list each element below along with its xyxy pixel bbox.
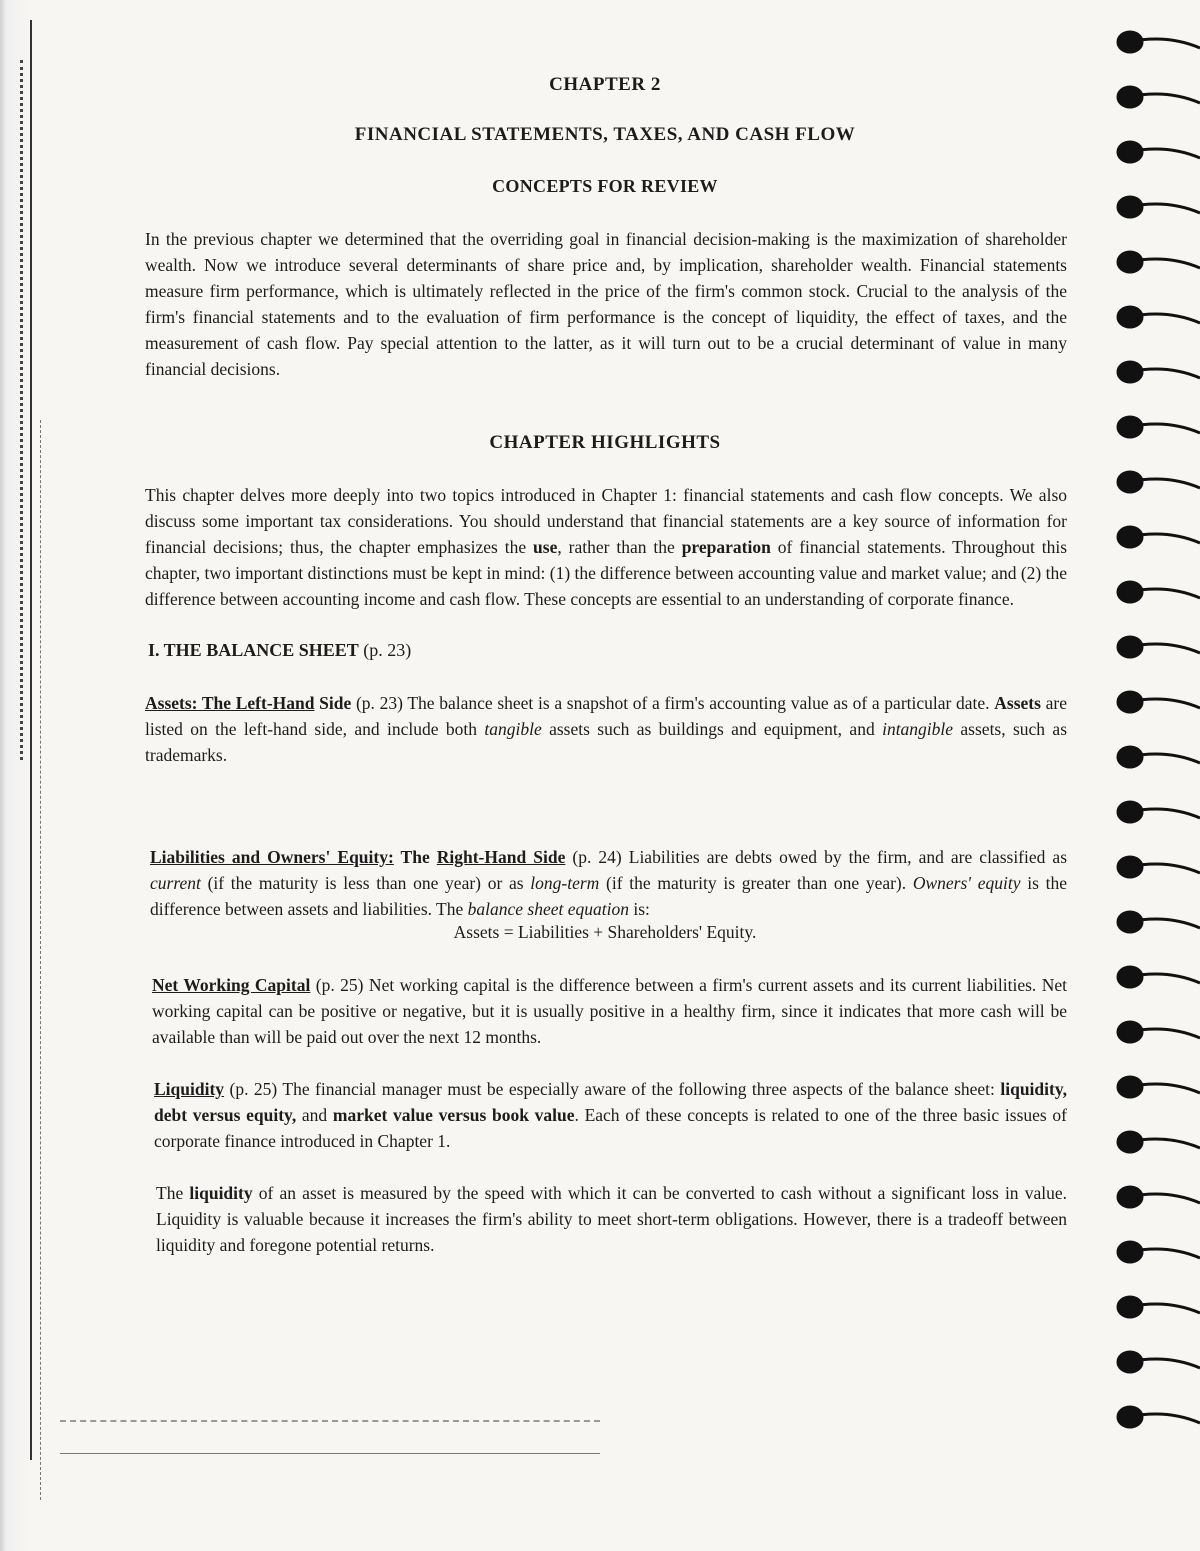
spiral-binding-icon xyxy=(1112,10,1200,1430)
spiral-ring xyxy=(1118,472,1200,492)
spiral-ring xyxy=(1118,802,1200,822)
spiral-ring xyxy=(1118,637,1200,657)
text-run: This chapter delves more deeply into two topics introduced in Chapter 1: financial statements and cash flow concepts. We also discuss some important tax considerations. You should understand that financial statements are a key source of information for financial decisions; thus, the chapter emphasizes the xyxy=(145,485,1067,557)
chapter-title: FINANCIAL STATEMENTS, TAXES, AND CASH FLOW xyxy=(354,124,856,145)
spiral-ring xyxy=(1118,362,1200,382)
spiral-ring xyxy=(1118,857,1200,877)
keyword-assets: Assets xyxy=(994,693,1041,713)
spiral-ring xyxy=(1118,527,1200,547)
scan-artifact-dash xyxy=(60,1420,600,1422)
concepts-paragraph: In the previous chapter we determined that the overriding goal in financial decision-making is the maximization of shareholder wealth. Now we introduce several determinants of share price and, by implication, shareholder wealth. Financial statements measure firm performance, which is ultimately reflected in the price of the firm's common stock. Crucial to the analysis of the firm's financial statements and to the evaluation of firm performance is the concept of liquidity, the effect of taxes, and the measurement of cash flow. Pay special attention to the latter, as it will turn out to be a crucial determinant of value in many financial decisions. xyxy=(145,229,1067,379)
spiral-ring xyxy=(1118,967,1200,987)
text-run: , rather than the xyxy=(557,537,682,557)
text-run: . Each of these concepts is related to one of the three basic issues of corporate finance introduced in Chapter 1. xyxy=(154,1105,1067,1151)
spiral-ring xyxy=(1118,1242,1200,1262)
concepts-heading: CONCEPTS FOR REVIEW xyxy=(492,176,718,196)
term-current: current xyxy=(150,873,201,893)
scan-artifact-line xyxy=(60,1453,600,1454)
spiral-ring xyxy=(1118,32,1200,52)
keyword-liquidity-debt-equity: liquidity, debt versus equity, xyxy=(154,1079,1067,1125)
liquidity-label: Liquidity xyxy=(154,1079,225,1099)
text-run: assets, such as trademarks. xyxy=(145,719,1068,765)
text-run: of an asset is measured by the speed with which it can be converted to cash without a significant loss in value. Liquidity is valuable because it increases the firm's ability to meet short-term obligations. However, there is a tradeoff between liquidity and foregone potential returns. xyxy=(156,1183,1067,1255)
chapter-label: CHAPTER 2 xyxy=(549,74,661,95)
text-run: are listed on the left-hand side, and include both xyxy=(145,693,1067,739)
spiral-ring xyxy=(1118,252,1200,272)
spiral-ring xyxy=(1118,142,1200,162)
spiral-ring xyxy=(1118,582,1200,602)
scan-margin-line xyxy=(30,20,32,1460)
spiral-ring xyxy=(1118,1022,1200,1042)
term-owners-equity: Owners' equity xyxy=(912,873,1021,893)
term-balance-sheet-equation: balance sheet equation xyxy=(467,899,629,919)
text-run: and xyxy=(296,1105,333,1125)
text-run: is the difference between assets and liabilities. The xyxy=(150,873,1067,919)
text-run: (p. 23) The balance sheet is a snapshot of a firm's accounting value as of a particular date. xyxy=(351,693,995,713)
keyword-use: use xyxy=(533,537,558,557)
spiral-ring xyxy=(1118,1077,1200,1097)
assets-paragraph xyxy=(145,690,1067,768)
scan-margin-line xyxy=(40,420,41,1500)
liquidity-definition-paragraph xyxy=(156,1180,1067,1258)
section-title: I. THE BALANCE SHEET xyxy=(148,640,359,660)
section-page-ref: (p. 23) xyxy=(358,640,412,660)
term-long-term: long-term xyxy=(530,873,600,893)
text-run: of financial statements. Throughout this chapter, two important distinctions must be kept in mind: (1) the difference between accounting value and market value; and (2) the difference between accounting income and cash flow. These concepts are essential to an understanding of corporate finance. xyxy=(145,537,1068,609)
nwc-label: Net Working Capital xyxy=(152,975,311,995)
spiral-ring xyxy=(1118,912,1200,932)
keyword-market-vs-book: market value versus book value xyxy=(332,1105,575,1125)
liquidity-paragraph xyxy=(154,1076,1067,1154)
liabilities-label-the: The xyxy=(393,847,437,867)
text-run: (p. 25) Net working capital is the difference between a firm's current assets and its current liabilities. Net working capital can be positive or negative, but it is usually positive in a healthy firm, since it indicates that more cash will be available than will be paid out over the next 12 months. xyxy=(152,975,1067,1047)
binding-edge-shadow xyxy=(0,0,30,1551)
text-run: (if the maturity is less than one year) or as xyxy=(200,873,531,893)
spiral-ring xyxy=(1118,197,1200,217)
term-intangible: intangible xyxy=(882,719,954,739)
spiral-ring xyxy=(1118,1187,1200,1207)
spiral-ring xyxy=(1118,307,1200,327)
spiral-ring xyxy=(1118,1352,1200,1372)
text-run: (if the maturity is greater than one year). xyxy=(599,873,913,893)
liabilities-label: Liabilities and Owners' Equity: xyxy=(150,847,394,867)
text-run: is: xyxy=(629,899,650,919)
scan-margin-line xyxy=(20,60,23,760)
keyword-preparation: preparation xyxy=(681,537,771,557)
assets-label-side: Side xyxy=(314,693,352,713)
spiral-ring xyxy=(1118,1407,1200,1427)
spiral-ring xyxy=(1118,692,1200,712)
highlights-heading: CHAPTER HIGHLIGHTS xyxy=(489,432,721,453)
assets-label: Assets: The Left-Hand xyxy=(145,693,315,713)
highlights-paragraph xyxy=(145,482,1067,612)
liabilities-label-right-side: Right-Hand Side xyxy=(436,847,566,867)
spiral-ring xyxy=(1118,1132,1200,1152)
text-run: The xyxy=(156,1183,190,1203)
liabilities-paragraph xyxy=(150,844,1067,922)
keyword-liquidity: liquidity xyxy=(189,1183,253,1203)
text-run: (p. 25) The financial manager must be especially aware of the following three aspects of the balance sheet: xyxy=(224,1079,1001,1099)
spiral-ring xyxy=(1118,1297,1200,1317)
spiral-ring xyxy=(1118,747,1200,767)
text-run: (p. 24) Liabilities are debts owed by the firm, and are classified as xyxy=(565,847,1068,867)
term-tangible: tangible xyxy=(484,719,542,739)
spiral-ring xyxy=(1118,87,1200,107)
spiral-ring xyxy=(1118,417,1200,437)
balance-sheet-equation: Assets = Liabilities + Shareholders' Equity. xyxy=(453,922,757,942)
text-run: assets such as buildings and equipment, and xyxy=(541,719,883,739)
section-heading-balance-sheet xyxy=(148,640,411,661)
net-working-capital-paragraph xyxy=(152,972,1067,1050)
